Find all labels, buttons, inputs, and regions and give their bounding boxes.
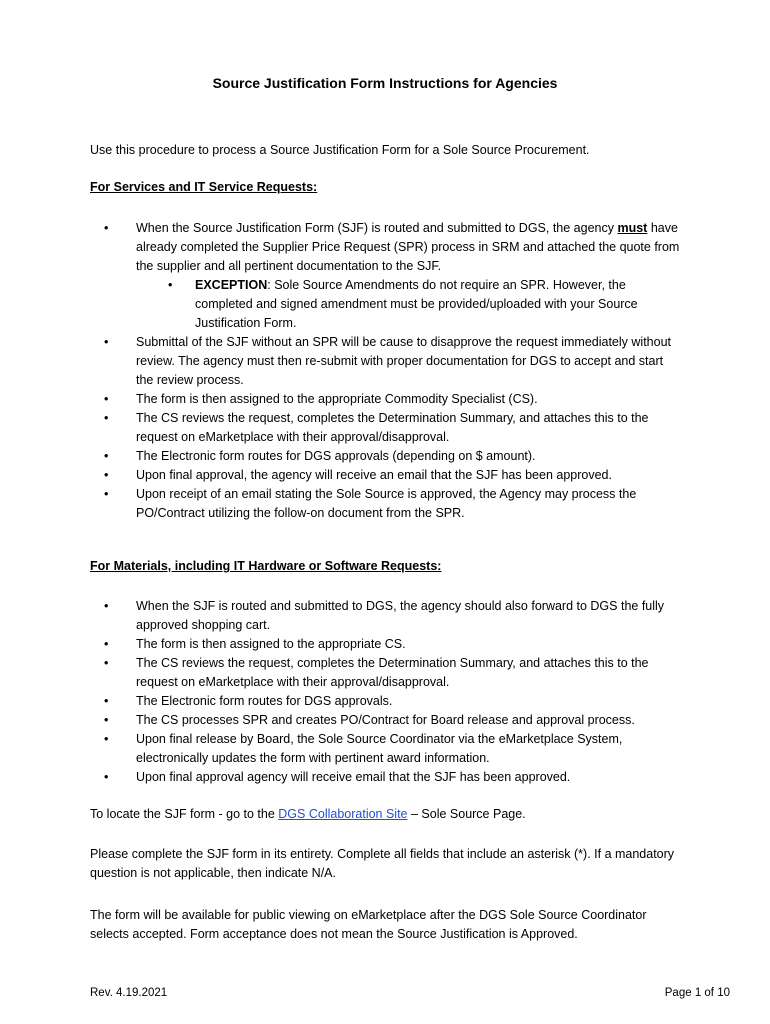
bullet-icon: •	[104, 392, 109, 406]
bullet-icon: •	[104, 637, 109, 651]
materials-heading: For Materials, including IT Hardware or Software Requests:	[90, 559, 442, 573]
public-viewing-paragraph: The form will be available for public viewing on eMarketplace after the DGS Sole Source Coordinator selects accepted. Form acceptance does not mean the Source Justification is Approved.	[90, 908, 647, 941]
bullet-icon: •	[104, 487, 109, 501]
page-title: Source Justification Form Instructions for Agencies	[212, 75, 558, 91]
list-item: • Submittal of the SJF without an SPR will be cause to disapprove the request immediately without review. The agency must then re-submit with proper documentation for DGS to accept and start the review process.	[104, 335, 671, 387]
materials-list	[90, 597, 680, 787]
bullet-icon: •	[168, 278, 173, 292]
page-number: Page 1 of 10	[664, 987, 730, 999]
bullet-icon: •	[104, 732, 109, 746]
list-item: • The CS reviews the request, completes the Determination Summary, and attaches this to the request on eMarketplace with their approval/disapproval.	[104, 411, 649, 444]
bullet-icon: •	[104, 468, 109, 482]
list-item: • The form is then assigned to the appropriate Commodity Specialist (CS).	[90, 390, 680, 409]
list-item: • Upon final release by Board, the Sole Source Coordinator via the eMarketplace System, electronically updates the form with pertinent award information.	[104, 732, 623, 765]
complete-paragraph: Please complete the SJF form in its entirety. Complete all fields that include an asterisk (*). If a mandatory question is not applicable, then indicate N/A.	[90, 847, 675, 880]
bullet-icon: •	[104, 411, 109, 425]
list-item: • The Electronic form routes for DGS approvals.	[90, 692, 680, 711]
bullet-icon: •	[104, 221, 109, 235]
bullet-icon: •	[104, 599, 109, 613]
exception-label: EXCEPTION	[195, 278, 268, 292]
bullet-icon: •	[104, 713, 109, 727]
bullet-icon: •	[104, 335, 109, 349]
list-item: • EXCEPTION: Sole Source Amendments do not require an SPR. However, the completed and signed amendment must be provided/uploaded with your Source Justification Form.	[168, 278, 638, 330]
dgs-collaboration-site-link[interactable]: DGS Collaboration Site	[278, 807, 408, 821]
list-item: • The Electronic form routes for DGS approvals (depending on $ amount).	[90, 447, 680, 466]
bullet-icon: •	[104, 449, 109, 463]
list-item: • Upon final approval agency will receive email that the SJF has been approved.	[90, 768, 680, 787]
services-heading: For Services and IT Service Requests:	[90, 180, 318, 194]
locate-paragraph: To locate the SJF form - go to the DGS Collaboration Site – Sole Source Page.	[90, 807, 526, 821]
list-item: • When the Source Justification Form (SJF) is routed and submitted to DGS, the agency must have already completed the Supplier Price Request (SPR) process in SRM and attached the quote from the supplier and all pertinent documentation to the SJF. • EXCEPTION: Sole Source Amendments do not require an SPR. However, the completed and signed amendment must be provided/uploaded with your Source Justification Form.	[90, 219, 680, 333]
list-item: • Upon receipt of an email stating the Sole Source is approved, the Agency may process the PO/Contract utilizing the follow-on document from the SPR.	[104, 487, 637, 520]
services-list	[90, 219, 680, 523]
intro-paragraph: Use this procedure to process a Source Justification Form for a Sole Source Procurement.	[90, 143, 590, 157]
bullet-icon: •	[104, 694, 109, 708]
list-item: • The form is then assigned to the appropriate CS.	[90, 635, 680, 654]
exception-sublist	[136, 276, 680, 333]
list-item: • The CS processes SPR and creates PO/Contract for Board release and approval process.	[90, 711, 680, 730]
list-item: • Upon final approval, the agency will receive an email that the SJF has been approved.	[90, 466, 680, 485]
bullet-icon: •	[104, 656, 109, 670]
bullet-icon: •	[104, 770, 109, 784]
list-item: • The CS reviews the request, completes the Determination Summary, and attaches this to the request on eMarketplace with their approval/disapproval.	[104, 656, 649, 689]
emphasis-must: must	[617, 221, 648, 235]
revision-label: Rev. 4.19.2021	[90, 987, 168, 999]
list-item: • When the SJF is routed and submitted to DGS, the agency should also forward to DGS the fully approved shopping cart.	[104, 599, 665, 632]
